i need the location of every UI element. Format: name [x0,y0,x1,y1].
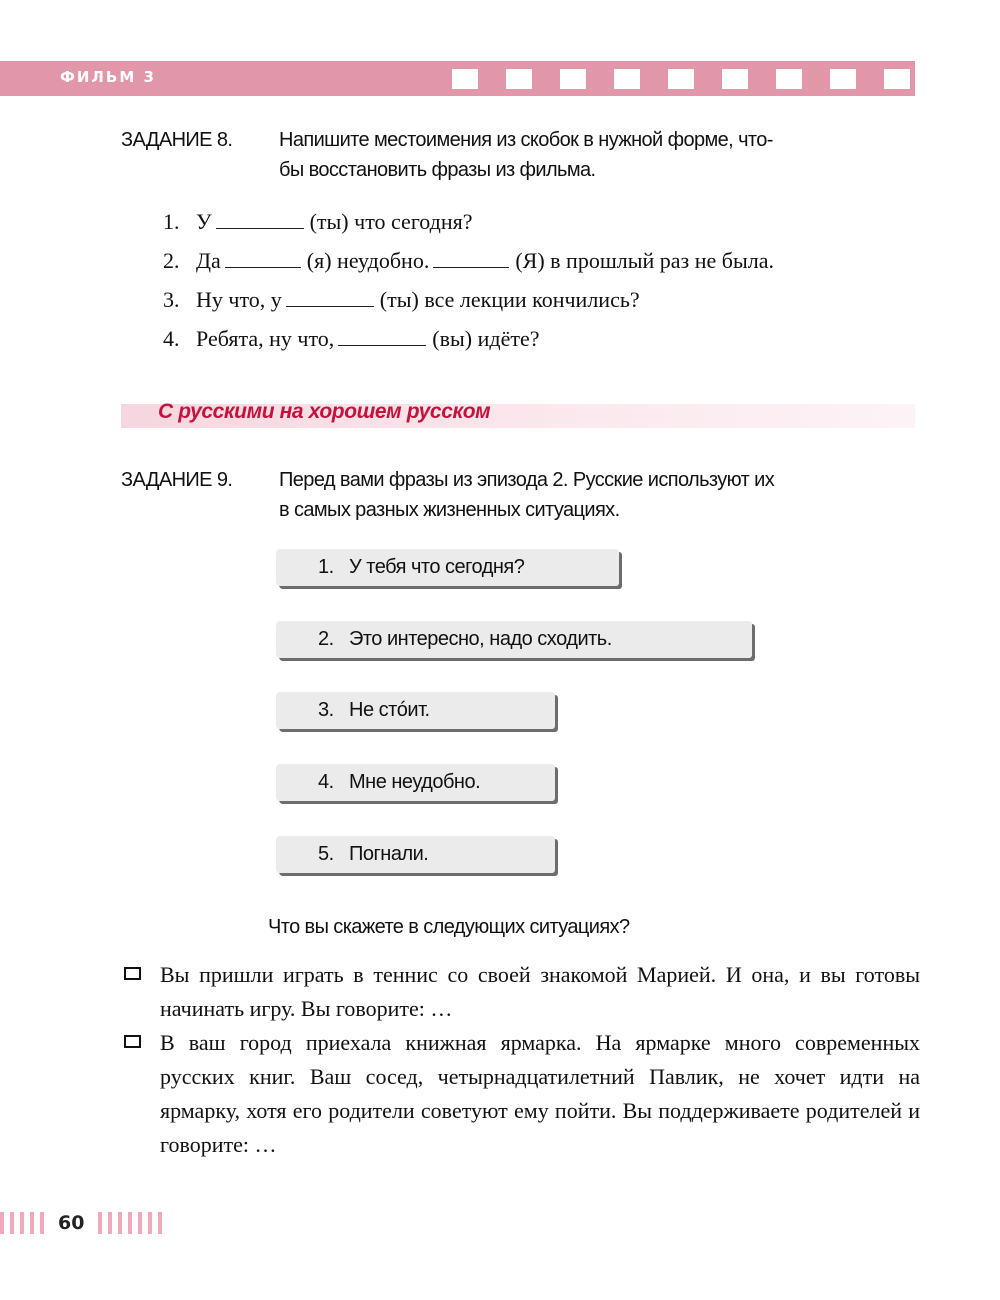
decorative-bar [138,1212,142,1234]
film-hole [560,69,586,89]
film-hole [506,69,532,89]
phrase-text: Это интересно, надо сходить. [349,628,612,650]
decorative-bar [118,1212,122,1234]
phrase-card [276,549,619,586]
exercise-item [163,202,774,241]
task-9-instruction-line-1: Перед вами фразы из эпизода 2. Русские используют их [279,469,775,491]
decorative-bar [40,1212,44,1234]
answer-blank[interactable] [225,249,301,268]
task-8-label: ЗАДАНИЕ 8. [121,129,233,151]
phrase-card [276,764,555,801]
answer-blank[interactable] [338,327,426,346]
exercise-item [163,280,774,319]
task-8-instruction-line-1: Напишите местоимения из скобок в нужной форме, что- [279,129,773,151]
footer-bars-left [0,1212,50,1234]
footer-bars-right [98,1212,168,1234]
task-8-exercise-list [163,202,774,358]
item-text: Да [196,248,221,273]
item-text: (ты) все лекции кончились? [379,287,640,312]
item-text: (Я) в прошлый раз не была. [515,248,774,273]
phrase-text: Погнали. [349,843,429,865]
phrase-number: 5. [318,843,334,865]
phrase-text: Не стóит. [349,699,430,721]
phrase-number: 3. [318,699,334,721]
chapter-title: ФИЛЬМ 3 [60,68,156,86]
situation-item [124,958,924,1026]
phrase-card [276,836,555,873]
item-number: 3. [163,287,180,312]
exercise-item [163,241,774,280]
film-strip-decoration [452,69,938,89]
page-footer [0,1208,168,1238]
film-hole [668,69,694,89]
phrase-number: 1. [318,556,334,578]
task-8-instruction-line-2: бы восстановить фразы из фильма. [279,159,596,181]
decorative-bar [158,1212,162,1234]
checkbox[interactable] [124,1035,141,1048]
situation-item [124,1026,924,1162]
answer-blank[interactable] [433,249,509,268]
phrase-text: Мне неудобно. [349,771,481,793]
situations-question: Что вы скажете в следующих ситуациях? [268,916,630,938]
answer-blank[interactable] [216,210,304,229]
section-title: С русскими на хорошем русском [158,400,491,423]
decorative-bar [108,1212,112,1234]
phrase-number: 4. [318,771,334,793]
film-hole [884,69,910,89]
decorative-bar [128,1212,132,1234]
film-hole [614,69,640,89]
item-number: 2. [163,248,180,273]
decorative-bar [148,1212,152,1234]
item-text: У [196,209,212,234]
phrase-card [276,621,752,658]
task-9-instruction-line-2: в самых разных жизненных ситуациях. [279,499,620,521]
situation-text: Вы пришли играть в теннис со своей знакомой Марией. И она, и вы готовы начинать игру. Вы говорите: … [160,962,920,1021]
item-number: 4. [163,326,180,351]
film-hole [452,69,478,89]
film-hole [722,69,748,89]
item-text: Ну что, у [196,287,282,312]
decorative-bar [30,1212,34,1234]
phrase-number: 2. [318,628,334,650]
task-9-heading [121,465,774,525]
decorative-bar [98,1212,102,1234]
film-hole [776,69,802,89]
decorative-bar [10,1212,14,1234]
phrase-text: У тебя что сегодня? [349,556,525,578]
item-number: 1. [163,209,180,234]
checkbox[interactable] [124,967,141,980]
page-number: 60 [58,1212,85,1234]
item-text: (вы) идёте? [432,326,540,351]
film-hole [830,69,856,89]
exercise-item [163,319,774,358]
item-text: Ребята, ну что, [196,326,335,351]
phrase-card [276,692,555,729]
decorative-bar [20,1212,24,1234]
task-9-label: ЗАДАНИЕ 9. [121,469,233,491]
item-text: (ты) что сегодня? [309,209,473,234]
item-text: (я) неудобно. [306,248,430,273]
decorative-bar [0,1212,4,1234]
task-8-heading [121,125,773,185]
situation-text: В ваш город приехала книжная ярмарка. На ярмарке много современных русских книг. Ваш сосед, четырнадцатилетний Павлик, не хочет идти на ярмарку, хотя его родители советуют ему пойти. Вы поддерживаете родителей и говорите: … [160,1030,920,1157]
answer-blank[interactable] [286,288,374,307]
